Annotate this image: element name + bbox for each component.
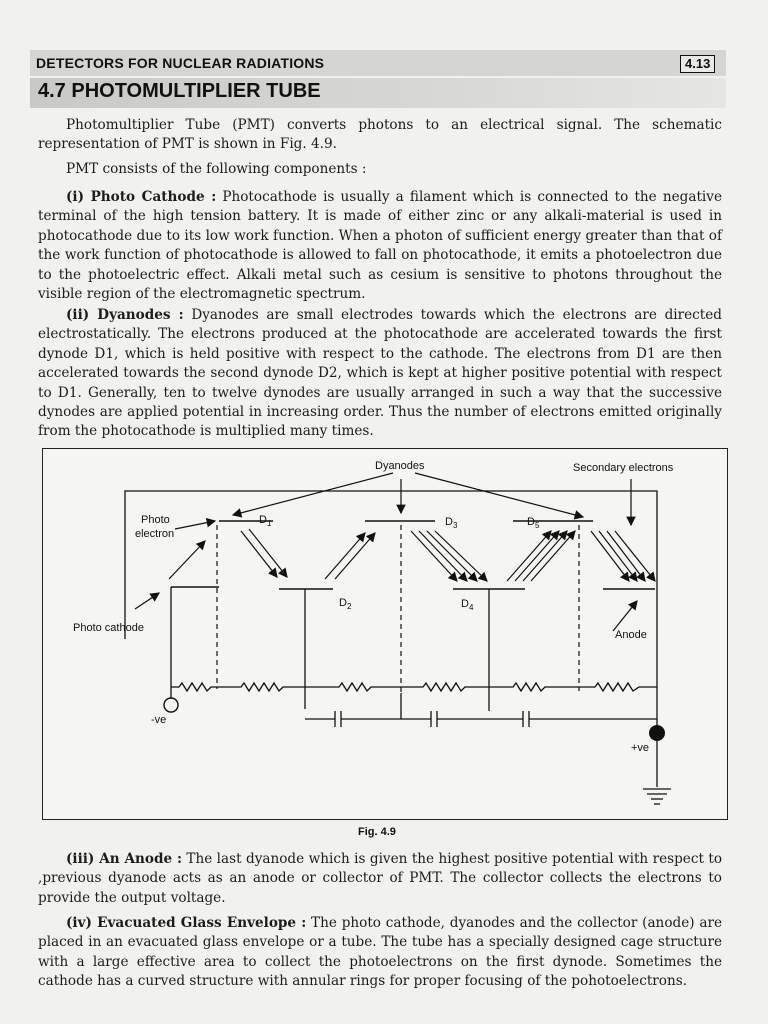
figure-caption: Fig. 4.9 [358,826,396,838]
figure-4-9-frame [42,448,728,820]
electrons-d2-to-d3 [325,533,375,579]
dynode-d2-label: $D_2$ [339,597,352,611]
anode-text: The last dyanode which is given the highest positive potential with respect to ,previous dyanode acts as an anode or collector of PMT. The collector collects the electrons to provide the output voltage. [38,851,723,906]
dyanodes-heading: (ii) Dyanodes : [66,307,184,323]
dynode-d5-label: $D_5$ [527,516,540,530]
glass-envelope-paragraph [38,914,722,992]
intro-paragraph [38,116,722,155]
negative-terminal-label: -ve [151,714,167,726]
dyanodes-paragraph [38,306,722,442]
photoelectron-arrow [169,541,205,579]
glass-envelope-heading: (iv) Evacuated Glass Envelope : [66,915,307,931]
page-number: 4.13 [680,55,715,73]
photo-electron-label-line2: electron [135,528,175,540]
incident-photon-arrow [135,593,159,609]
coupling-capacitors [305,693,657,727]
photo-cathode-label: Photo cathode [73,622,144,634]
electrons-d5-to-anode [591,531,655,581]
electrons-d4-to-d5 [507,531,575,581]
photo-electron-label-line1: Photo [141,514,170,526]
dyanodes-text: Dyanodes are small electrodes towards which the electrons are directed electrostatically. The electrons produced at the photocathode are accelerated towards the first dynode D1, which is held positive with respect to the cathode. The electrons from D1 are then accelerated towards the second dynode D2, which is kept at higher positive potential with respect to D1. Generally, ten to twelve dynodes are usually arranged in such a way that the successive dynodes are applied potential in increasing order. Thus the number of electrons emitted originally from the photocathode is multiplied many times. [38,307,722,440]
dynode-d4-label: $D_4$ [461,598,474,612]
electrons-d3-to-d4 [411,531,487,581]
photo-cathode-paragraph [38,188,722,304]
anode-signal-arrow [613,601,637,631]
running-head: DETECTORS FOR NUCLEAR RADIATIONS [36,55,325,71]
dyanodes-pointer-d5 [415,473,583,517]
components-intro-text: PMT consists of the following components : [66,161,367,177]
anode-label: Anode [615,629,647,641]
secondary-electrons-label: Secondary electrons [573,462,674,474]
dyanodes-pointer-d1 [233,473,393,515]
photo-cathode-heading: (i) Photo Cathode : [66,189,217,205]
photo-electron-pointer [175,521,215,529]
voltage-divider-resistors [171,683,657,691]
dynode-d1-label: $D_1$ [259,514,272,528]
glass-envelope-outline [125,491,657,639]
glass-envelope-text: The photo cathode, dyanodes and the collector (anode) are placed in an evacuated glass envelope or a tube. The tube has a specially designed cage structure with a large effective area to collect the photoelectrons on the first dynode. Sometimes the cathode has a curved structure with annular rings for proper focusing of the pohotoelectrons. [38,915,722,990]
positive-terminal [649,725,665,741]
intro-text: Photomultiplier Tube (PMT) converts photons to an electrical signal. The schematic representation of PMT is shown in Fig. 4.9. [38,117,722,153]
photo-cathode-text: Photocathode is usually a filament which is connected to the negative terminal of the high tension battery. It is made of either zinc or any alkali-material is used in photocathode due to its low work function. When a photon of sufficient energy greater than that of the work function of photocathode is allowed to fall on photocathode, it emits a photoelectron due to the photoelectric effect. Alkali metal such as cesium is sensitive to photons throughout the visible region of the electromagnetic spectrum. [38,189,722,303]
components-intro-paragraph [38,160,722,179]
section-title: 4.7 PHOTOMULTIPLIER TUBE [38,80,321,102]
pmt-schematic-diagram [43,449,727,819]
dyanodes-label: Dyanodes [375,460,425,472]
ground-symbol [643,789,671,804]
dynode-d3-label: $D_3$ [445,516,458,530]
electrons-d1-to-d2 [241,529,287,577]
dynode-dashed-connections [217,525,579,693]
positive-terminal-label: +ve [631,742,650,754]
dynode-leads [171,587,657,731]
negative-terminal [164,698,178,712]
anode-paragraph [38,850,722,908]
anode-heading: (iii) An Anode : [66,851,182,867]
